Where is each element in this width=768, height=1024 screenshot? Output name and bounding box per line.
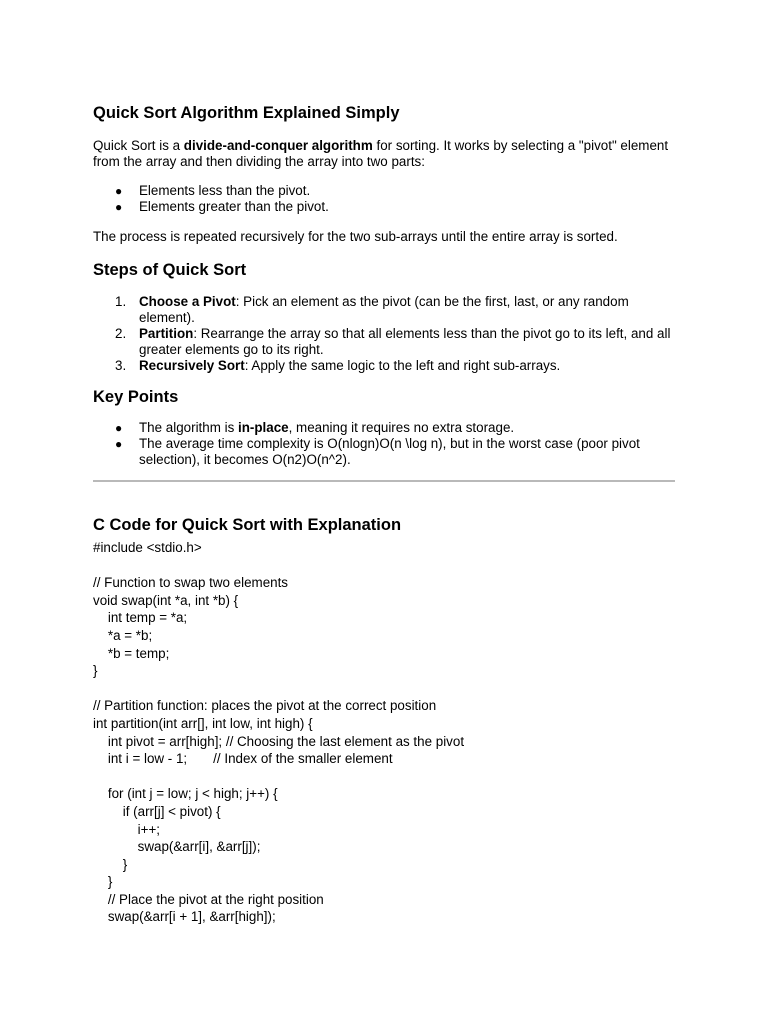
step-number: 3. [115, 358, 127, 373]
code-line: int partition(int arr[], int low, int high) { [93, 715, 313, 731]
steps-heading: Steps of Quick Sort [93, 261, 247, 279]
code-line: int i = low - 1; // Index of the smaller element [93, 751, 393, 767]
code-line [93, 557, 673, 575]
process-paragraph: The process is repeated recursively for the two sub-arrays until the entire array is sorted. [93, 229, 618, 244]
list-item [93, 183, 673, 199]
code-line: int pivot = arr[high]; // Choosing the last element as the pivot [93, 733, 465, 749]
page-title: Quick Sort Algorithm Explained Simply [93, 104, 400, 122]
list-item [93, 294, 673, 326]
code-line: if (arr[j] < pivot) { [93, 803, 221, 819]
list-item-text: Elements less than the pivot. [139, 183, 311, 198]
steps-list [93, 294, 673, 374]
step-title: Recursively Sort [139, 358, 245, 373]
list-item [93, 358, 673, 374]
intro-bold: divide-and-conquer algorithm [183, 138, 373, 153]
list-item [93, 199, 673, 215]
key-points-heading: Key Points [93, 388, 179, 406]
list-item-text: The average time complexity is O(nlogn)O(n \log n), but in the worst case (poor pivot selection), it becomes O(n2)O(n^2). [139, 436, 640, 467]
code-line: swap(&arr[i], &arr[j]); [93, 839, 261, 855]
step-title: Choose a Pivot [139, 294, 236, 309]
code-line: *b = temp; [93, 645, 170, 661]
code-line: *a = *b; [93, 627, 153, 643]
code-line: // Partition function: places the pivot at the correct position [93, 698, 437, 714]
code-line: } [93, 874, 113, 890]
step-number: 2. [115, 326, 127, 341]
intro-text-1: Quick Sort is a [93, 138, 184, 153]
code-line: void swap(int *a, int *b) { [93, 592, 239, 608]
list-item [93, 326, 673, 358]
key-text-1: The algorithm is [139, 420, 238, 435]
code-line: } [93, 663, 98, 679]
code-line: for (int j = low; j < high; j++) { [93, 786, 278, 802]
list-item [93, 436, 673, 468]
intro-paragraph [93, 138, 673, 170]
code-line: i++; [93, 821, 160, 837]
horizontal-divider [93, 480, 675, 482]
parts-list [93, 183, 673, 215]
step-text: : Rearrange the array so that all elements less than the pivot go to its left, and all greater elements go to its right. [139, 326, 671, 357]
list-item-text: Elements greater than the pivot. [139, 199, 329, 214]
code-line: // Function to swap two elements [93, 575, 289, 591]
code-heading: C Code for Quick Sort with Explanation [93, 516, 402, 534]
code-line: swap(&arr[i + 1], &arr[high]); [93, 909, 276, 925]
step-title: Partition [139, 326, 194, 341]
step-number: 1. [115, 294, 127, 309]
intro-text-2: for sorting. It works by selecting a "pivot" element from the array and then dividing the array into two parts: [93, 138, 669, 169]
code-line: int temp = *a; [93, 610, 188, 626]
bullet-icon: ● [115, 421, 123, 435]
code-line: #include <stdio.h> [93, 540, 202, 555]
code-block [93, 539, 673, 926]
bullet-icon: ● [115, 200, 123, 214]
key-points-list [93, 420, 673, 468]
step-text: : Pick an element as the pivot (can be the first, last, or any random element). [139, 294, 629, 325]
code-line [93, 768, 673, 786]
code-line: // Place the pivot at the right position [93, 891, 324, 907]
code-line: } [93, 856, 128, 872]
step-text: : Apply the same logic to the left and right sub-arrays. [244, 358, 561, 373]
key-text-2: , meaning it requires no extra storage. [288, 420, 515, 435]
code-line [93, 680, 673, 698]
bullet-icon: ● [115, 184, 123, 198]
key-bold: in-place [237, 420, 289, 435]
list-item [93, 420, 673, 436]
bullet-icon: ● [115, 437, 123, 451]
